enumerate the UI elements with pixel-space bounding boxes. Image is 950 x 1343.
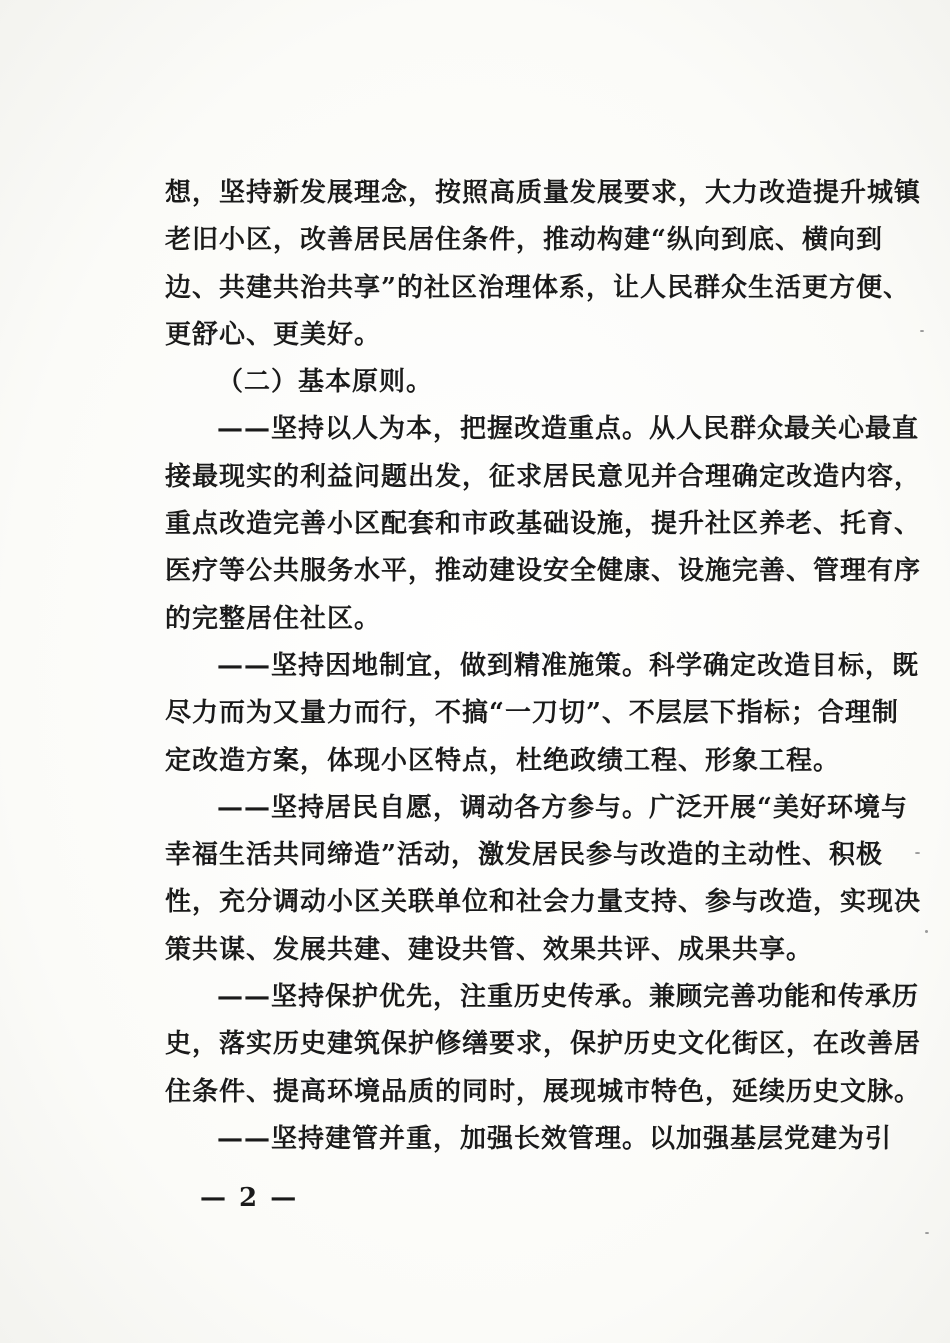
text-line: 尽力而为又量力而行，不搞“一刀切”、不层层下指标；合理制 (165, 698, 899, 729)
scan-speck (925, 1232, 929, 1234)
principle-line: ——坚持建管并重，加强长效管理。以加强基层党建为引 (217, 1123, 893, 1154)
text-line: 幸福生活共同缔造”活动，激发居民参与改造的主动性、积极 (165, 840, 883, 871)
text-line: 住条件、提高环境品质的同时，展现城市特色，延续历史文脉。 (165, 1076, 922, 1107)
text-line: 边、共建共治共享”的社区治理体系，让人民群众生活更方便、 (165, 272, 910, 303)
scan-speck (915, 852, 920, 854)
text-line: 史，落实历史建筑保护修缮要求，保护历史文化街区，在改善居 (165, 1029, 922, 1060)
scan-speck (920, 330, 924, 332)
scan-speck (925, 930, 928, 933)
text-line: 定改造方案，体现小区特点，杜绝政绩工程、形象工程。 (165, 745, 841, 776)
principle-line: ——坚持以人为本，把握改造重点。从人民群众最关心最直 (217, 414, 920, 445)
text-line: 策共谋、发展共建、建设共管、效果共评、成果共享。 (165, 934, 814, 965)
text-line: 的完整居住社区。 (165, 603, 382, 634)
text-line: 性，充分调动小区关联单位和社会力量支持、参与改造，实现决 (165, 887, 922, 918)
body-text (165, 170, 922, 1163)
principle-line: ——坚持居民自愿，调动各方参与。广泛开展“美好环境与 (217, 792, 908, 823)
text-line: 重点改造完善小区配套和市政基础设施，提升社区养老、托育、 (165, 509, 922, 540)
text-line: 想，坚持新发展理念，按照高质量发展要求，大力改造提升城镇 (165, 178, 922, 208)
text-line: 更舒心、更美好。 (165, 319, 382, 350)
text-line: 老旧小区，改善居民居住条件，推动构建“纵向到底、横向到 (165, 225, 883, 256)
text-line: 医疗等公共服务水平，推动建设安全健康、设施完善、管理有序 (165, 556, 922, 587)
section-heading: （二）基本原则。 (217, 367, 434, 398)
page-number: — 2 — (200, 1183, 299, 1213)
principle-line: ——坚持因地制宜，做到精准施策。科学确定改造目标，既 (217, 650, 920, 681)
principle-line: ——坚持保护优先，注重历史传承。兼顾完善功能和传承历 (217, 982, 920, 1013)
text-line: 接最现实的利益问题出发，征求居民意见并合理确定改造内容， (165, 461, 922, 492)
